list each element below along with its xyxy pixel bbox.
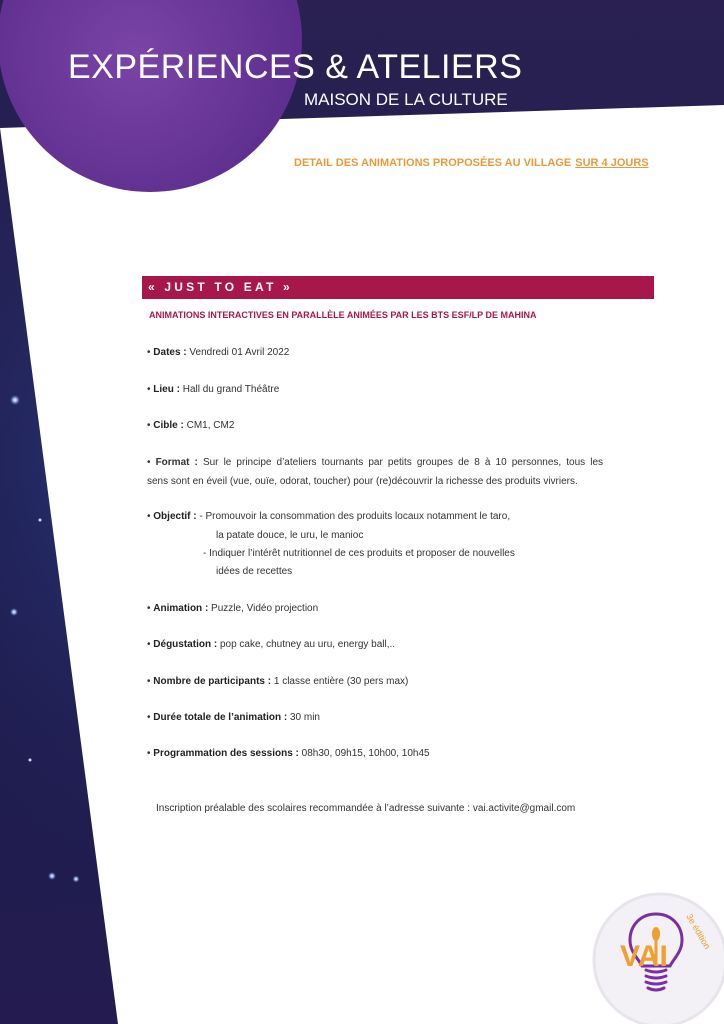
dates-value: Vendredi 01 Avril 2022 (186, 347, 290, 358)
logo-text: VAI (620, 940, 668, 973)
detail-dates: • Dates : Vendredi 01 Avril 2022 (147, 347, 290, 358)
detail-animation: • Animation : Puzzle, Vidéo projection (147, 603, 319, 614)
format-text-line2: sens sont en éveil (vue, ouïe, odorat, toucher) pour (re)découvrir la richesse des produits vivriers. (147, 476, 578, 487)
participants-label: Nombre de participants : (153, 676, 272, 687)
page-title: EXPÉRIENCES & ATELIERS (68, 48, 523, 86)
inscription-note: Inscription préalable des scolaires recommandée à l’adresse suivante : vai.activite@gmail.com (156, 803, 576, 814)
logo-text-layer (590, 890, 724, 1024)
format-text-line1: Sur le principe d’ateliers tournants par petits groupes de 8 à 10 personnes, tous les (197, 457, 604, 468)
objectif-line1: - Promouvoir la consommation des produits locaux notamment le taro, (196, 511, 511, 522)
detail-participants: • Nombre de participants : 1 classe entière (30 pers max) (147, 676, 409, 687)
degustation-label: Dégustation : (153, 639, 218, 650)
dates-label: Dates : (153, 347, 187, 358)
cible-value: CM1, CM2 (183, 420, 235, 431)
degustation-value: pop cake, chutney au uru, energy ball,.. (217, 639, 396, 650)
page-subtitle: MAISON DE LA CULTURE (304, 90, 508, 109)
participants-value: 1 classe entière (30 pers max) (271, 676, 409, 687)
detail-text: DETAIL DES ANIMATIONS PROPOSÉES AU VILLAGE (294, 157, 572, 169)
detail-cible: • Cible : CM1, CM2 (147, 420, 235, 431)
objectif-line3: - Indiquer l’intérêt nutritionnel de ces produits et proposer de nouvelles (203, 548, 515, 559)
section-subheading: ANIMATIONS INTERACTIVES EN PARALLÈLE ANIMÉES PAR LES BTS ESF/LP DE MAHINA (149, 310, 537, 320)
lieu-value: Hall du grand Théâtre (179, 384, 280, 395)
animation-value: Puzzle, Vidéo projection (208, 603, 319, 614)
logo-edition: 3e édition (684, 912, 713, 951)
format-label: Format : (155, 457, 198, 468)
cible-label: Cible : (153, 420, 184, 431)
duree-value: 30 min (287, 712, 320, 723)
detail-duree: • Durée totale de l’animation : 30 min (147, 712, 320, 723)
duree-label: Durée totale de l’animation : (153, 712, 288, 723)
detail-format-line1: • Format : Sur le principe d’ateliers tournants par petits groupes de 8 à 10 personnes, tous les (147, 457, 604, 468)
section-banner (142, 276, 654, 299)
lieu-label: Lieu : (153, 384, 180, 395)
objectif-line2: la patate douce, le uru, le manioc (216, 530, 364, 541)
animation-label: Animation : (153, 603, 209, 614)
detail-programmation: • Programmation des sessions : 08h30, 09h15, 10h00, 10h45 (147, 748, 430, 759)
detail-degustation: • Dégustation : pop cake, chutney au uru, energy ball,.. (147, 639, 396, 650)
objectif-label: Objectif : (153, 511, 197, 522)
detail-lieu: • Lieu : Hall du grand Théâtre (147, 384, 280, 395)
content-panel (0, 105, 724, 1024)
objectif-line4: idées de recettes (216, 566, 293, 577)
programmation-value: 08h30, 09h15, 10h00, 10h45 (298, 748, 430, 759)
section-banner-title: « JUST TO EAT » (148, 280, 293, 294)
detail-heading (294, 157, 649, 169)
detail-days-link[interactable]: SUR 4 JOURS (575, 157, 649, 169)
programmation-label: Programmation des sessions : (153, 748, 299, 759)
detail-objectif: • Objectif : - Promouvoir la consommation des produits locaux notamment le taro, (147, 511, 511, 522)
